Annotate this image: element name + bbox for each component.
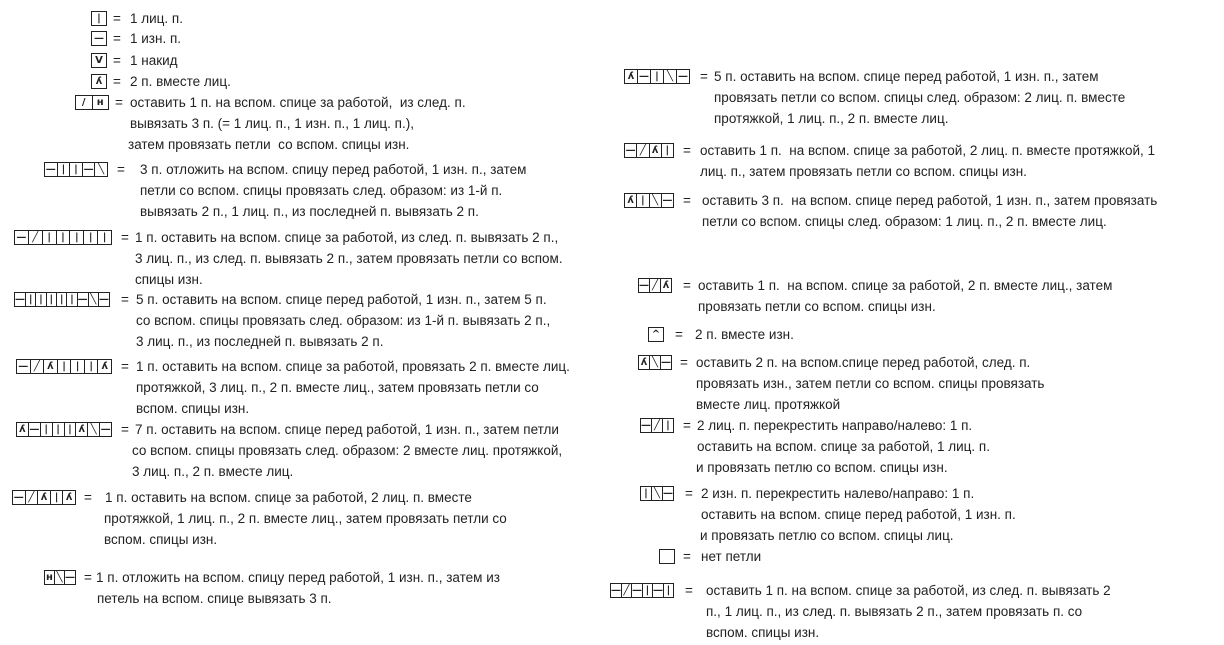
legend-description-line: 1 п. отложить на вспом. спицу перед работой, 1 изн. п., затем из xyxy=(96,570,500,585)
symbol-cell: | xyxy=(58,163,71,176)
symbol-cell: — xyxy=(611,584,621,596)
symbol-cell: ╱ xyxy=(652,419,663,432)
equals-sign: = xyxy=(113,11,121,26)
legend-description-line: петли со вспом. спицы провязать след. образом: из 1-й п. xyxy=(140,183,503,198)
symbol-cell: | xyxy=(70,231,84,244)
legend-description-line: 1 лиц. п. xyxy=(130,11,183,26)
legend-description-line: затем провязать петли со вспом. спицы изн. xyxy=(128,137,410,152)
chart-symbol-icon xyxy=(648,327,664,342)
symbol-cell: ╱ xyxy=(31,360,45,373)
legend-description-line: со вспом. спицы провязать след. образом: из 1-й п. вывязать 2 п., xyxy=(136,313,551,328)
chart-symbol-icon xyxy=(91,11,107,26)
legend-description-line: 2 изн. п. перекрестить налево/направо: 1 п. xyxy=(701,486,975,501)
equals-sign: = xyxy=(683,193,691,208)
symbol-cell: | xyxy=(47,293,57,306)
legend-description-line: 3 лиц. п., из последней п. вывязать 2 п. xyxy=(136,334,384,349)
equals-sign: = xyxy=(700,69,708,84)
legend-description-line: со вспом. спицы провязать след. образом: 2 вместе лиц. протяжкой, xyxy=(132,443,563,458)
symbol-cell: — xyxy=(678,70,688,82)
symbol-cell: | xyxy=(58,360,72,373)
legend-description-line: оставить 1 п. на вспом. спице за работой, 2 п. вместе лиц., затем xyxy=(698,278,1113,293)
symbol-cell: | xyxy=(67,293,77,306)
legend-description-line: провязать петли со вспом. спицы изн. xyxy=(698,299,936,314)
symbol-cell: — xyxy=(653,584,663,596)
legend-description-line: 5 п. оставить на вспом. спице перед работой, 1 изн. п., затем 5 п. xyxy=(136,292,547,307)
symbol-cell: ʎ xyxy=(17,423,29,436)
chart-symbol-icon xyxy=(44,570,76,585)
symbol-cell: | xyxy=(97,12,101,24)
symbol-cell: ʎ xyxy=(625,70,638,83)
equals-sign: = xyxy=(680,355,688,370)
symbol-cell: ʎ xyxy=(101,360,109,372)
symbol-cell: — xyxy=(100,423,111,435)
equals-sign: = xyxy=(683,278,691,293)
legend-description-line: лиц. п., затем провязать петли со вспом. спицы изн. xyxy=(700,164,1027,179)
symbol-cell: ʎ xyxy=(662,279,670,291)
equals-sign: = xyxy=(113,31,121,46)
symbol-cell: | xyxy=(102,231,107,243)
symbol-cell: — xyxy=(29,423,40,435)
symbol-cell: — xyxy=(632,584,642,596)
symbol-cell: — xyxy=(77,293,88,305)
symbol-cell: н xyxy=(45,571,55,584)
equals-sign: = xyxy=(121,292,129,307)
legend-description-line: протяжкой, 1 лиц. п., 2 п. вместе лиц. xyxy=(714,111,949,126)
symbol-cell: — xyxy=(641,419,651,431)
symbol-cell: ╱ xyxy=(622,584,632,597)
symbol-cell: | xyxy=(651,70,664,83)
legend-description-line: 2 лиц. п. перекрестить направо/налево: 1 п. xyxy=(697,418,973,433)
symbol-cell xyxy=(660,550,674,563)
symbol-cell: — xyxy=(65,571,75,583)
legend-description-line: вспом. спицы изн. xyxy=(706,625,820,640)
symbol-cell: ʎ xyxy=(639,356,650,369)
legend-description-line: п., 1 лиц. п., из след. п. вывязать 2 п., затем провязать п. со xyxy=(706,604,1083,619)
chart-symbol-icon xyxy=(91,74,107,89)
symbol-cell: | xyxy=(53,423,65,436)
chart-symbol-icon xyxy=(624,69,690,84)
legend-description-line: и провязать петлю со вспом. спицы лиц. xyxy=(700,528,954,543)
equals-sign: = xyxy=(84,570,92,585)
legend-description-line: вывязать 2 п., 1 лиц. п., из последней п. вывязать 2 п. xyxy=(140,204,479,219)
chart-symbol-icon xyxy=(610,583,674,598)
symbol-cell: V xyxy=(95,54,103,66)
legend-description-line: 3 лиц. п., 2 п. вместе лиц. xyxy=(132,464,294,479)
equals-sign: = xyxy=(121,230,129,245)
symbol-cell: ╱ xyxy=(26,491,39,504)
symbol-cell: ╲ xyxy=(664,70,677,83)
symbol-cell: ʎ xyxy=(76,423,88,436)
symbol-cell: | xyxy=(57,231,71,244)
symbol-cell: | xyxy=(637,194,649,207)
symbol-cell: | xyxy=(643,584,653,597)
legend-description-line: оставить на вспом. спице перед работой, 1 изн. п. xyxy=(701,507,1016,522)
legend-description-line: 1 п. оставить на вспом. спице за работой, провязать 2 п. вместе лиц. xyxy=(136,359,570,374)
legend-description-line: 2 п. вместе лиц. xyxy=(130,74,231,89)
legend-description-line: петель на вспом. спице вывязать 3 п. xyxy=(97,591,332,606)
chart-symbol-icon xyxy=(624,193,674,208)
symbol-cell: — xyxy=(15,231,29,244)
legend-description-line: протяжкой, 1 лиц. п., 2 п. вместе лиц., затем провязать петли со xyxy=(104,511,507,526)
symbol-cell: / xyxy=(76,96,93,109)
legend-description-line: вспом. спицы изн. xyxy=(136,401,250,416)
symbol-cell: | xyxy=(666,584,671,596)
symbol-cell: ╲ xyxy=(652,487,663,500)
legend-description-line: оставить 1 п. на вспом. спице за работой, 2 лиц. п. вместе протяжкой, 1 xyxy=(700,143,1156,158)
symbol-cell: | xyxy=(71,360,85,373)
symbol-cell: | xyxy=(43,231,57,244)
chart-symbol-icon xyxy=(659,549,675,564)
symbol-cell: | xyxy=(84,231,98,244)
equals-sign: = xyxy=(121,422,129,437)
legend-description-line: оставить 1 п. на вспом. спице за работой, из след. п. вывязать 2 xyxy=(706,583,1111,598)
legend-description-line: 2 п. вместе изн. xyxy=(695,327,794,342)
symbol-cell: — xyxy=(639,70,649,82)
symbol-cell: | xyxy=(665,144,670,156)
chart-symbol-icon xyxy=(638,355,672,370)
symbol-cell: | xyxy=(666,419,670,431)
legend-description-line: оставить 1 п. на вспом. спице за работой, из след. п. xyxy=(130,95,466,110)
legend-description-line: 1 п. оставить на вспом. спице за работой, 2 лиц. п. вместе xyxy=(105,490,472,505)
symbol-cell: | xyxy=(70,163,83,176)
symbol-cell: — xyxy=(639,279,649,291)
symbol-cell: — xyxy=(17,360,31,373)
legend-description-line: вспом. спицы изн. xyxy=(104,532,218,547)
chart-symbol-icon xyxy=(91,31,107,46)
legend-description-line: вывязать 3 п. (= 1 лиц. п., 1 изн. п., 1 лиц. п.), xyxy=(130,116,414,131)
equals-sign: = xyxy=(685,583,693,598)
chart-symbol-icon xyxy=(16,422,112,437)
chart-symbol-icon xyxy=(638,278,672,293)
equals-sign: = xyxy=(84,490,92,505)
symbol-cell: ʎ xyxy=(65,491,73,503)
symbol-cell: | xyxy=(85,360,99,373)
symbol-cell: | xyxy=(36,293,46,306)
symbol-cell: ╱ xyxy=(29,231,43,244)
equals-sign: = xyxy=(117,162,125,177)
legend-description-line: 5 п. оставить на вспом. спице перед работой, 1 изн. п., затем xyxy=(714,69,1099,84)
symbol-cell: н xyxy=(96,96,104,108)
legend-description-line: оставить 3 п. на вспом. спице перед работой, 1 изн. п., затем провязать xyxy=(702,193,1158,208)
symbol-cell: ^ xyxy=(651,328,661,340)
symbol-cell: ╲ xyxy=(650,356,661,369)
symbol-cell: ╱ xyxy=(650,279,661,292)
equals-sign: = xyxy=(113,74,121,89)
symbol-cell: ╲ xyxy=(650,194,662,207)
symbol-cell: — xyxy=(13,491,24,503)
legend-description-line: оставить 2 п. на вспом.спице перед работой, след. п. xyxy=(696,355,1031,370)
symbol-cell: | xyxy=(41,423,53,436)
symbol-cell: ʎ xyxy=(44,360,58,373)
chart-symbol-icon xyxy=(14,292,110,307)
chart-symbol-icon xyxy=(640,418,674,433)
legend-description-line: протяжкой, 3 лиц. п., 2 п. вместе лиц., затем провязать петли со xyxy=(136,380,539,395)
symbol-cell: ʎ xyxy=(650,144,662,157)
chart-symbol-icon xyxy=(91,53,107,68)
equals-sign: = xyxy=(115,95,123,110)
chart-symbol-icon xyxy=(12,490,76,505)
legend-description-line: петли со вспом. спицы след. образом: 1 лиц. п., 2 п. вместе лиц. xyxy=(702,214,1107,229)
legend-description-line: 7 п. оставить на вспом. спице перед работой, 1 изн. п., затем петли xyxy=(135,422,559,437)
symbol-cell: — xyxy=(663,487,673,499)
symbol-cell: ╲ xyxy=(98,163,105,175)
symbol-cell: ʎ xyxy=(95,75,103,87)
equals-sign: = xyxy=(683,418,691,433)
symbol-cell: | xyxy=(51,491,64,504)
legend-description-line: 1 п. оставить на вспом. спице за работой, из след. п. вывязать 2 п., xyxy=(135,230,559,245)
symbol-cell: ╲ xyxy=(88,423,100,436)
symbol-cell: — xyxy=(15,293,25,305)
legend-description-line: 3 лиц. п., из след. п. вывязать 2 п., затем провязать петли со вспом. xyxy=(135,251,563,266)
symbol-cell: — xyxy=(625,144,636,156)
symbol-cell: — xyxy=(94,32,104,44)
equals-sign: = xyxy=(683,143,691,158)
chart-symbol-icon xyxy=(44,162,108,177)
equals-sign: = xyxy=(121,359,129,374)
symbol-cell: — xyxy=(662,194,673,206)
legend-description-line: провязать петли со вспом. спицы след. образом: 2 лиц. п. вместе xyxy=(714,90,1126,105)
symbol-cell: | xyxy=(26,293,36,306)
equals-sign: = xyxy=(685,486,693,501)
equals-sign: = xyxy=(113,53,121,68)
symbol-cell: — xyxy=(83,163,94,175)
chart-symbol-icon xyxy=(624,143,674,158)
symbol-cell: | xyxy=(57,293,67,306)
equals-sign: = xyxy=(675,327,683,342)
legend-description-line: и провязать петлю со вспом. спицы изн. xyxy=(696,460,948,475)
legend-description-line: оставить на вспом. спице за работой, 1 лиц. п. xyxy=(697,439,990,454)
symbol-cell: ╲ xyxy=(55,571,65,584)
chart-symbol-icon xyxy=(14,230,112,245)
legend-description-line: 1 изн. п. xyxy=(130,31,182,46)
chart-symbol-icon xyxy=(75,95,109,110)
chart-symbol-icon xyxy=(16,359,112,374)
symbol-cell: ʎ xyxy=(38,491,51,504)
chart-symbol-icon xyxy=(640,486,674,501)
equals-sign: = xyxy=(683,549,691,564)
legend-description-line: вместе лиц. протяжкой xyxy=(696,397,841,412)
legend-description-line: провязать изн., затем петли со вспом. спицы провязать xyxy=(696,376,1045,391)
symbol-cell: — xyxy=(661,356,671,368)
legend-description-line: нет петли xyxy=(701,549,762,564)
legend-description-line: 3 п. отложить на вспом. спицу перед работой, 1 изн. п., затем xyxy=(140,162,527,177)
symbol-cell: | xyxy=(65,423,77,436)
symbol-cell: ʎ xyxy=(625,194,637,207)
legend-description-line: 1 накид xyxy=(130,53,178,68)
symbol-cell: ╲ xyxy=(89,293,99,306)
legend-description-line: спицы изн. xyxy=(135,272,203,287)
symbol-cell: — xyxy=(45,163,56,175)
symbol-cell: ╱ xyxy=(637,144,649,157)
symbol-cell: | xyxy=(641,487,652,500)
symbol-cell: — xyxy=(98,293,109,305)
